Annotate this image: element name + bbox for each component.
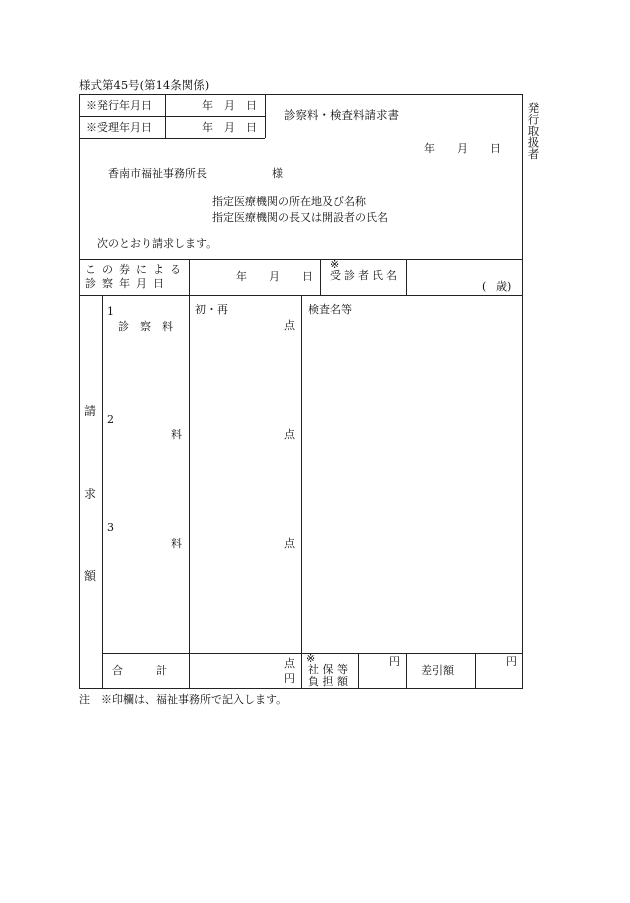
first-repeat-label: 初・再	[195, 303, 228, 316]
age-open: (	[482, 280, 487, 293]
letter-date: 年 月 日	[424, 142, 501, 155]
request-text: 次のとおり請求します。	[97, 237, 218, 250]
age-close: 歳)	[496, 280, 512, 293]
item-3-points-unit: 点	[284, 537, 295, 550]
item-2-points-unit: 点	[284, 428, 295, 441]
receipt-date-value: 年 月 日	[202, 121, 257, 134]
issuer-side-label: 発行取扱者	[526, 102, 541, 160]
burden-yen-unit: 円	[389, 655, 400, 668]
institution-address-name: 指定医療機関の所在地及び名称	[212, 195, 366, 208]
item-3-number: 3	[107, 521, 114, 534]
burden-label-line2: 負 担 額	[308, 675, 348, 688]
total-points-unit: 点	[284, 657, 295, 670]
ticket-date-value: 年 月 日	[236, 270, 313, 283]
balance-yen-unit: 円	[506, 655, 517, 668]
document-title: 診察料・検査料請求書	[284, 108, 399, 122]
item-2-fee-suffix: 料	[171, 428, 182, 441]
issue-date-label: ※発行年月日	[86, 99, 152, 112]
balance-label: 差引額	[421, 664, 454, 677]
patient-mark: ※	[330, 258, 340, 271]
ticket-date-label-line1: この券による	[85, 263, 187, 276]
footnote: 注 ※印欄は、福祉事務所で記入します。	[79, 693, 288, 706]
form-number: 様式第45号(第14条関係)	[79, 78, 210, 92]
total-label: 合 計	[112, 664, 167, 677]
billing-side-char-1: 請	[84, 404, 97, 418]
ticket-date-label-line2: 診察年月日	[85, 277, 170, 290]
total-yen-unit: 円	[284, 672, 295, 685]
issue-date-value: 年 月 日	[202, 99, 257, 112]
burden-label-line1: 社 保 等	[308, 663, 348, 676]
billing-side-char-2: 求	[84, 487, 97, 501]
receipt-date-label: ※受理年月日	[86, 121, 152, 134]
addressee: 香南市福祉事務所長	[108, 167, 207, 180]
patient-name-label: 受診者氏名	[330, 269, 400, 282]
billing-side-char-3: 額	[84, 569, 97, 583]
item-1-name: 診 察 料	[118, 320, 173, 333]
burden-mark: ※	[306, 652, 316, 665]
institution-head-name: 指定医療機関の長又は開設者の氏名	[212, 211, 388, 224]
item-1-number: 1	[107, 305, 114, 318]
item-2-number: 2	[107, 413, 114, 426]
item-1-points-unit: 点	[284, 319, 295, 332]
exam-name-label: 検査名等	[308, 303, 352, 316]
addressee-honorific: 様	[272, 167, 283, 180]
item-3-fee-suffix: 料	[171, 537, 182, 550]
